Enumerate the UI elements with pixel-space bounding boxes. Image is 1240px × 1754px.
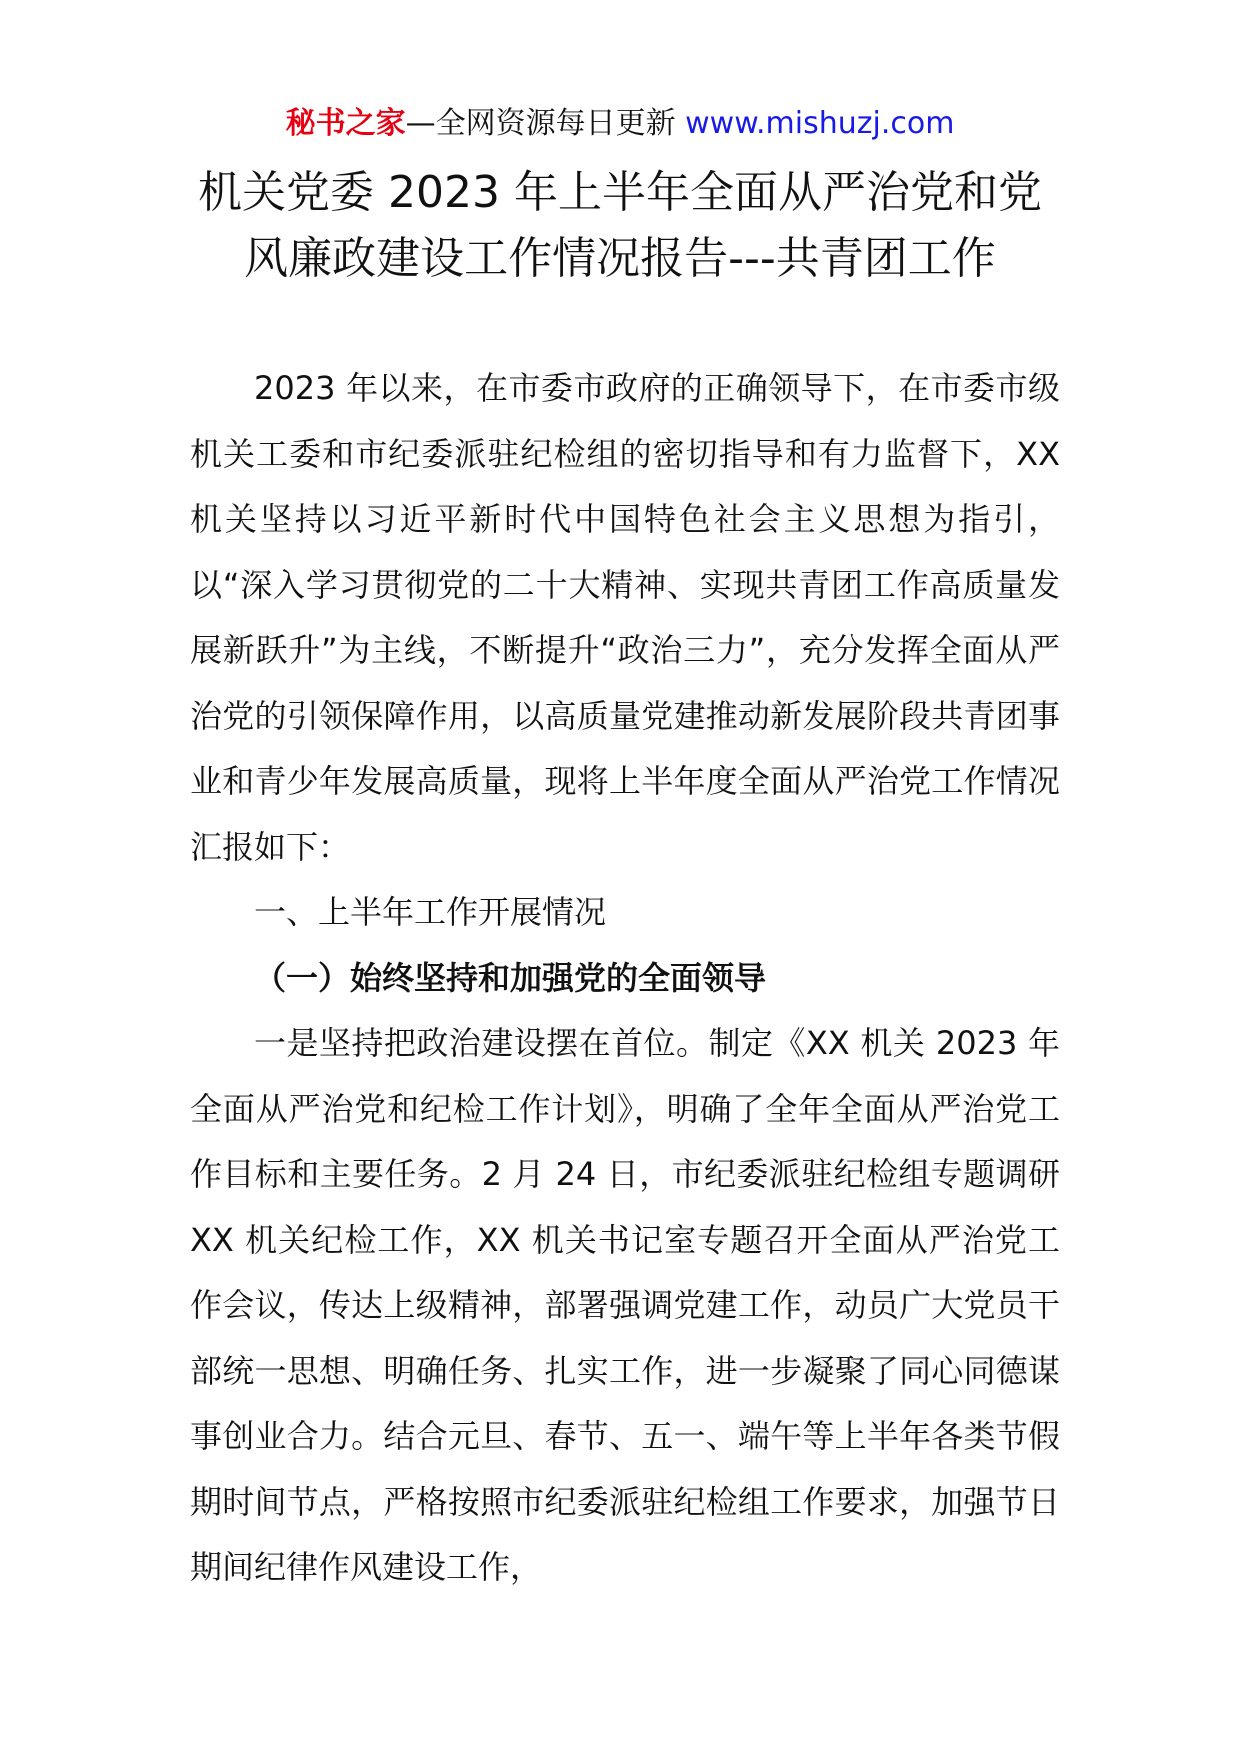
document-title bbox=[150, 160, 1090, 292]
intro-paragraph: 2023 年以来，在市委市政府的正确领导下，在市委市级机关工委和市纪委派驻纪检组的密切指导和有力监督下，XX 机关坚持以习近平新时代中国特色社会主义思想为指引，以“深入学习贯彻党的二十大精神、实现共青团工作高质量发展新跃升”为主线，不断提升“政治三力”，充分发挥全面从严治党的引领保障作用，以高质量党建推动新发展阶段共青团事业和青少年发展高质量，现将上半年度全面从严治党工作情况汇报如下： bbox=[190, 369, 1060, 866]
title-line-2: 风廉政建设工作情况报告---共青团工作 bbox=[244, 233, 996, 284]
body-paragraph: 一是坚持把政治建设摆在首位。制定《XX 机关 2023 年全面从严治党和纪检工作计划》，明确了全年全面从严治党工作目标和主要任务。2 月 24 日，市纪委派驻纪检组专题调研 XX 机关纪检工作，XX 机关书记室专题召开全面从严治党工作会议，传达上级精神，部署强调党建工作，动员广大党员干部统一思想、明确任务、扎实工作，进一步凝聚了同心同德谋事创业合力。结合元旦、春节、五一、端午等上半年各类节假期时间节点，严格按照市纪委派驻纪检组工作要求，加强节日期间纪律作风建设工作， bbox=[190, 1024, 1060, 1586]
site-header bbox=[0, 104, 1240, 144]
site-brand: 秘书之家 bbox=[285, 106, 406, 141]
site-url-link[interactable]: www.mishuzj.com bbox=[685, 106, 955, 141]
site-tagline: —全网资源每日更新 bbox=[405, 106, 676, 141]
title-line-1: 机关党委 2023 年上半年全面从严治党和党 bbox=[198, 167, 1042, 218]
document-body bbox=[190, 356, 1060, 1601]
subsection-heading: （一）始终坚持和加强党的全面领导 bbox=[254, 958, 767, 997]
section-heading: 一、上半年工作开展情况 bbox=[254, 893, 607, 931]
